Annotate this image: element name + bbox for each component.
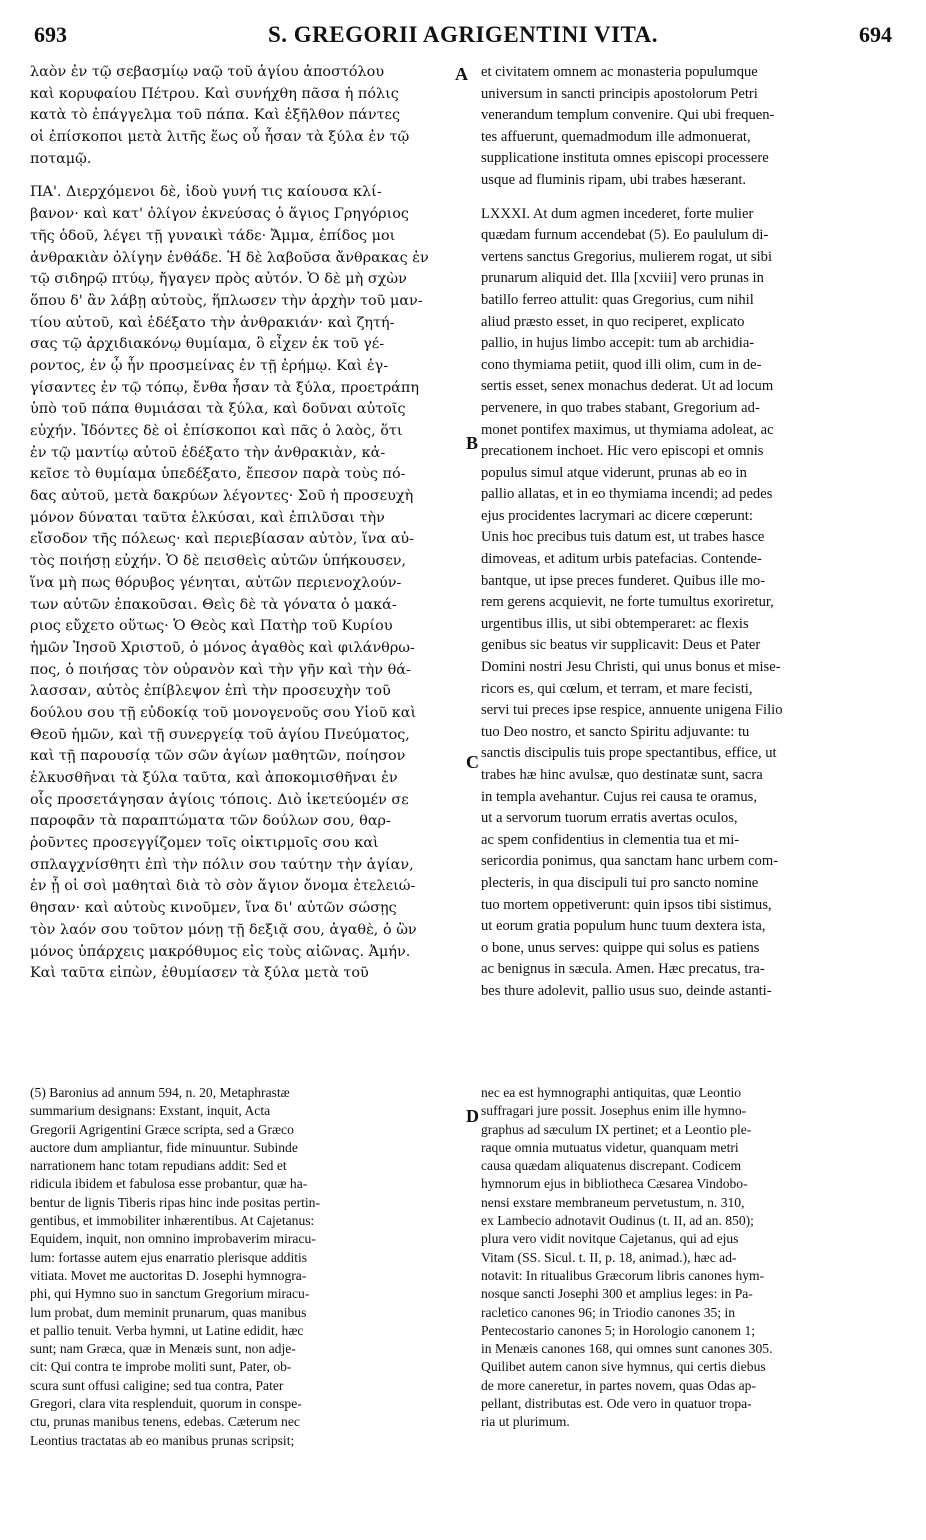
text-line: graphus ad sæculum IX pertinet; et a Leontio ple-	[481, 1121, 752, 1137]
text-line: τὸν λαόν σου τοῦτον μόνῃ τῇ δεξιᾷ σου, ἀγαθὲ, ὁ ὢν	[30, 921, 417, 938]
section-marker-a: A	[455, 64, 468, 84]
text-line: Leontius tractatas ab eo manibus prunas scripsit;	[30, 1432, 295, 1448]
text-line: servi tui preces ipse respice, annuente unigena Filio	[481, 702, 783, 719]
text-line: ΠΑ'. Διερχόμενοι δὲ, ἰδοὺ γυνή τις καίουσα κλί-	[30, 184, 382, 201]
text-line: ποταμῷ.	[30, 150, 92, 167]
text-line: λαὸν ἐν τῷ σεβασμίῳ ναῷ τοῦ ἁγίου ἀποστόλου	[30, 64, 385, 80]
text-line: dimoveas, et aditum urbis patefacias. Contende-	[481, 551, 762, 568]
text-line: ἑλκυσθῆναι τὰ ξύλα ταῦτα, καὶ ἀποκομισθῆναι ἐν	[30, 770, 398, 786]
text-line: usque ad fluminis ripam, ubi trabes hæserant.	[481, 171, 747, 188]
text-line: κατὰ τὸ ἐπάγγελμα τοῦ πάπα. Καὶ ἐξῆλθον πάντες	[30, 107, 401, 124]
text-line: ὅπου δ' ἂν λάβῃ αὐτοὺς, ἥπλωσεν τὴν ἀρχὴν τοῦ μαν-	[30, 292, 423, 309]
text-line: scura sunt offusi caligine; sed tua contra, Pater	[30, 1377, 284, 1393]
text-line: vertens sanctus Gregorius, mulierem rogat, ut sibi	[481, 248, 772, 265]
text-line: tuo Deo nostro, et sancto Spiritu adjuvante: tu	[481, 723, 750, 740]
greek-column	[30, 62, 460, 985]
text-line: sericordia ponimus, qua sanctam hanc urbem com-	[481, 853, 779, 870]
page-header	[34, 22, 892, 62]
text-line: δας αὐτοῦ, μετὰ δακρύων λέγοντες· Σοῦ ἡ προσευχὴ	[30, 488, 414, 505]
text-line: Gregori, clara vita resplenduit, quorum in conspe-	[30, 1396, 302, 1412]
text-line: θησαν· καὶ αὐτοὺς κινοῦμεν, ἵνα δι' αὐτῶν σώσῃς	[30, 900, 397, 917]
text-line: LXXXI. At dum agmen incederet, forte mulier	[481, 205, 754, 222]
latin-column	[481, 62, 901, 1003]
text-line: πος, ὁ ποιήσας τὸν οὐρανὸν καὶ τὴν γῆν καὶ τὴν θά-	[30, 661, 411, 678]
text-line: Pentecostario canones 5; in Horologio canonem 1;	[481, 1322, 756, 1338]
text-line: racletico canones 96; in Triodio canones 35; in	[481, 1304, 736, 1320]
text-line: ροντος, ἐν ᾧ ἦν προσμείνας ἐν τῇ ἐρήμῳ. Καὶ ἐγ-	[30, 357, 389, 374]
text-line: populus simul atque viderunt, prunas ab eo in	[481, 464, 747, 481]
paragraph-gap	[481, 192, 901, 204]
text-line: σας τῷ ἀρχιδιακόνῳ θυμίαμα, ὃ εἶχεν ἐκ τοῦ γέ-	[30, 336, 385, 353]
text-line: ejus procidentes lacrymari ac dicere cœperunt:	[481, 507, 753, 524]
footnote-right-column	[481, 1084, 901, 1432]
paragraph-gap	[30, 170, 460, 182]
text-line: Gregorii Agrigentini Græce scripta, sed a Græco	[30, 1121, 294, 1137]
text-line: Equidem, inquit, non omnino improbaverim miracu-	[30, 1231, 316, 1247]
text-line: narrationem hanc totam repudians addit: Sed et	[30, 1158, 287, 1174]
text-line: ut eorum gratia populum hunc tuum dextera ista,	[481, 918, 766, 935]
section-marker-b: B	[466, 433, 479, 453]
text-line: phi, qui Hymno suo in sanctum Gregorium miracu-	[30, 1286, 310, 1302]
text-line: precationem inchoet. Hic vero episcopi et omnis	[481, 443, 764, 460]
text-line: bentur de lignis Tiberis ripas hinc inde positas pertin-	[30, 1194, 320, 1210]
text-line: μόνος ὑπάρχεις μακρόθυμος εἰς τοὺς αἰῶνας. Ἀμήν.	[30, 943, 411, 960]
text-line: lum: fortasse autem ejus enarratio plerisque additis	[30, 1249, 308, 1265]
running-title: S. GREGORII AGRIGENTINI VITA.	[267, 22, 659, 47]
text-line: notavit: In ritualibus Græcorum libris canones hym-	[481, 1267, 765, 1283]
text-line: ἵνα μὴ πως θόρυβος γένηται, αὐτῶν περιενοχλούν-	[30, 574, 402, 591]
text-line: εἴσοδον τῆς πόλεως· καὶ περιεβίασαν αὐτὸν, ἵνα αὐ-	[30, 531, 415, 548]
text-line: supplicatione instituta omnes episcopi processere	[481, 150, 769, 167]
text-line: ῥοῦντες προσεγγίζομεν τοῖς οἰκτιρμοῖς σου καὶ	[30, 835, 379, 852]
text-line: καὶ κορυφαίου Πέτρου. Καὶ συνήχθη πᾶσα ἡ πόλις	[30, 85, 399, 102]
text-line: pallio, in hujus limbo accepit: tum ab archidia-	[481, 335, 755, 352]
text-line: λασσαν, αὐτὸς ἐπίβλεψον ἐπὶ τὴν προσευχὴν τοῦ	[30, 683, 391, 700]
text-line: ut a servorum tuorum erratis avertas oculos,	[481, 810, 738, 827]
greek-paragraph	[30, 182, 460, 984]
text-line: et civitatem omnem ac monasteria populumque	[481, 64, 758, 80]
section-marker-c: C	[466, 752, 479, 772]
page-number-left: 693	[34, 22, 67, 47]
text-line: cono thymiama petiit, quod illi olim, cum in de-	[481, 356, 762, 373]
text-line: urgentibus illis, ut sibi obtemperaret: ac flexis	[481, 615, 749, 632]
text-line: universum in sancti principis apostolorum Petri	[481, 85, 758, 102]
text-line: lum probat, dum meminit prunarum, quas manibus	[30, 1304, 307, 1320]
text-line: nec ea est hymnographi antiquitas, quæ Leontio	[481, 1085, 742, 1100]
text-line: ἐν τῷ μαντίῳ αὐτοῦ ἐδέξατο τὴν ἀνθρακιὰν, κἀ-	[30, 444, 386, 461]
text-line: sunt; nam Græca, quæ in Menæis sunt, non adje-	[30, 1341, 296, 1357]
text-line: hymnorum ejus in bibliotheca Cæsarea Vindobo-	[481, 1176, 748, 1192]
text-line: sanctis discipulis tuis prope spectantibus, effice, ut	[481, 745, 777, 762]
text-line: ἐν ᾗ οἱ σοὶ μαθηταὶ διὰ τὸ σὸν ἅγιον ὄνομα ἐτελειώ-	[30, 878, 416, 895]
text-line: rem gerens acquievit, ne forte tumultus exoriretur,	[481, 594, 774, 611]
text-line: καὶ τῇ παρουσίᾳ τῶν σῶν ἁγίων μαθητῶν, ποίησον	[30, 748, 406, 765]
text-line: auctore dum ampliantur, fide minuuntur. Subinde	[30, 1139, 298, 1155]
text-line: cit: Qui contra te improbe moliti sunt, Pater, ob-	[30, 1359, 292, 1375]
text-line: ridicula ibidem et fabulosa esse probantur, quæ ha-	[30, 1176, 308, 1192]
text-line: Quilibet autem canon sive hymnus, qui certis diebus	[481, 1359, 766, 1375]
text-line: suffragari jure possit. Josephus enim ille hymno-	[481, 1103, 747, 1119]
footnote-left-column	[30, 1084, 460, 1450]
text-line: τῆς ὁδοῦ, λέγει τῇ γυναικὶ τάδε· Ἄμμα, ἐπίδος μοι	[30, 227, 396, 244]
text-line: γίσαντες ἐν τῷ τόπῳ, ἔνθα ἦσαν τὰ ξύλα, προετράπη	[30, 379, 419, 396]
text-line: trabes hæ hinc avulsæ, quo destinatæ sunt, sacra	[481, 767, 763, 783]
text-line: bes thure adolevit, pallio usus suo, deinde astanti-	[481, 982, 772, 999]
text-line: οἷς προσετάγησαν ἁγίοις τόποις. Διὸ ἱκετεύομέν σε	[30, 791, 409, 808]
text-line: Θεοῦ ἡμῶν, καὶ τῇ συνεργείᾳ τοῦ ἁγίου Πνεύματος,	[30, 726, 410, 743]
text-line: nosque sancti Josephi 300 et amplius leges: in Pa-	[481, 1286, 753, 1302]
text-line: Unis hoc precibus tuis datum est, ut trabes hasce	[481, 529, 765, 546]
text-line: ctu, prunas manibus tenens, edebas. Cæterum nec	[30, 1414, 300, 1430]
text-line: batillo ferreo attulit: quas Gregorius, cum nihil	[481, 291, 754, 308]
text-line: βανον· καὶ κατ' ὀλίγον ἐκνεύσας ὁ ἅγιος Γρηγόριος	[30, 206, 409, 223]
text-line: ac spem confidentius in clementia tua et mi-	[481, 831, 740, 848]
text-line: prunarum aliquid det. Illa [xcviii] vero prunas in	[481, 270, 764, 287]
latin-paragraph	[481, 204, 901, 1003]
text-line: genibus sic beatus vir supplicavit: Deus et Pater	[481, 637, 761, 654]
text-line: raque omnia mutuatus videtur, quanquam metri	[481, 1139, 739, 1155]
text-line: monet pontifex maximus, ut thymiama adoleat, ac	[481, 421, 774, 438]
text-line: τίου αὐτοῦ, καὶ ἐδέξατο τὴν ἀνθρακιάν· καὶ ζητή-	[30, 314, 395, 331]
text-line: pallio allatas, et in eo thymiama incendi; ad pedes	[481, 486, 773, 503]
text-line: τὸς ποιήσῃ εὐχήν. Ὁ δὲ πεισθεὶς αὐτῶν ὑπήκουσεν,	[30, 553, 407, 570]
text-line: de more caneretur, in partes novem, quas Odas ap-	[481, 1377, 757, 1393]
text-line: causa quædam aliquatenus discrepant. Codicem	[481, 1158, 742, 1174]
text-line: tuo mortem oppetiverunt: quin ipsos tibi sistimus,	[481, 896, 772, 913]
text-line: οἱ ἐπίσκοποι μετὰ λιτῆς ἕως οὗ ἦσαν τὰ ξύλα ἐν τῷ	[30, 129, 410, 146]
text-line: κεῖσε τὸ θυμίαμα ὑπεδέξατο, ἔπεσον παρὰ τοὺς πό-	[30, 466, 406, 483]
text-line: gentibus, et immobiliter inhærentibus. At Cajetanus:	[30, 1213, 315, 1229]
latin-paragraph	[481, 62, 901, 192]
text-line: o bone, unus serves: quippe qui solus es patiens	[481, 939, 760, 956]
text-line: et pallio tenuit. Verba hymni, ut Latine edidit, hæc	[30, 1322, 304, 1338]
page-number-right: 694	[859, 22, 892, 47]
section-marker-d: D	[466, 1106, 479, 1126]
text-line: εὐχήν. Ἰδόντες δὲ οἱ ἐπίσκοποι καὶ πᾶς ὁ λαὸς, ὅτι	[30, 423, 403, 439]
text-line: ria ut plurimum.	[481, 1414, 570, 1430]
text-line: ἀνθρακιὰν ὀλίγην ἐνθάδε. Ἡ δὲ λαβοῦσα ἄνθρακας ἐν	[30, 249, 429, 266]
text-line: Καὶ ταῦτα εἰπὼν, ἐθυμίασεν τὰ ξύλα μετὰ τοῦ	[30, 965, 369, 982]
text-line: δούλου σου τῇ εὐδοκίᾳ τοῦ μονογενοῦς σου Υἱοῦ καὶ	[30, 704, 417, 721]
text-line: tes affuerunt, quemadmodum ille admonuerat,	[481, 128, 751, 145]
text-line: nensi exstare membraneum pervetustum, n. 310,	[481, 1194, 745, 1210]
text-line: Domini nostri Jesu Christi, qui unus bonus et mise-	[481, 659, 781, 676]
text-line: in templa avehantur. Cujus rei causa te oramus,	[481, 788, 757, 805]
text-line: ac benignus in sæcula. Amen. Hæc precatus, tra-	[481, 961, 765, 978]
text-line: μόνον δύναται ταῦτα ἑλκύσαι, καὶ ἐπιλῦσαι τὴν	[30, 509, 385, 526]
greek-paragraph	[30, 62, 460, 170]
text-line: pellant, distributas est. Ode vero in quatuor tropa-	[481, 1396, 752, 1412]
text-line: ριος εὔχετο οὕτως· Ὁ Θεὸς καὶ Πατὴρ τοῦ Κυρίου	[30, 618, 393, 635]
text-line: aliud præsto esset, in quo reciperet, explicato	[481, 313, 745, 330]
text-line: pervenere, in quo trabes stabant, Gregorium ad-	[481, 399, 760, 416]
text-line: bantque, ut ipse preces funderet. Quibus ille mo-	[481, 572, 766, 589]
text-line: plecteris, in qua discipuli tui pro sancto nomine	[481, 874, 759, 891]
text-line: ἡμῶν Ἰησοῦ Χριστοῦ, ὁ μόνος ἀγαθὸς καὶ φιλάνθρω-	[30, 639, 415, 656]
text-line: in Menæis canones 168, qui omnes sunt canones 305.	[481, 1341, 773, 1357]
text-line: sertis esset, senex monachus dederat. Ut ad locum	[481, 378, 774, 395]
text-line: plura vero vidit novitque Cajetanus, qui ad ejus	[481, 1231, 739, 1247]
text-line: summarium designans: Exstant, inquit, Acta	[30, 1103, 271, 1119]
text-line: (5) Baronius ad annum 594, n. 20, Metaphrastæ	[30, 1085, 290, 1100]
text-line: παροφᾶν τὰ παραπτώματα τῶν δούλων σου, θαρ-	[30, 813, 391, 830]
text-line: quædam furnum accendebat (5). Eo paululum di-	[481, 227, 769, 244]
text-line: τῷ σιδηρῷ πτύῳ, ἤγαγεν πρὸς αὐτόν. Ὁ δὲ μὴ σχὼν	[30, 271, 407, 288]
text-line: ricors es, qui cœlum, et terram, et mare fecisti,	[481, 680, 753, 697]
text-line: σπλαγχνίσθητι ἐπὶ τὴν πόλιν σου ταύτην τὴν ἁγίαν,	[30, 856, 414, 873]
text-line: ὑπὸ τοῦ πάπα θυμιάσαι τὰ ξύλα, καὶ δοῦναι αὐτοῖς	[30, 401, 406, 418]
text-line: ex Lambecio adnotavit Oudinus (t. II, ad an. 850);	[481, 1213, 754, 1229]
text-line: vitiata. Movet me auctoritas D. Josephi hymnogra-	[30, 1267, 307, 1283]
text-line: Vitam (SS. Sicul. t. II, p. 18, animad.), hæc ad-	[481, 1249, 737, 1265]
text-line: venerandum templum convenire. Qui ubi frequen-	[481, 107, 775, 124]
text-line: των αὐτῶν ἐπακοῦσαι. Θεὶς δὲ τὰ γόνατα ὁ μακά-	[30, 596, 397, 613]
